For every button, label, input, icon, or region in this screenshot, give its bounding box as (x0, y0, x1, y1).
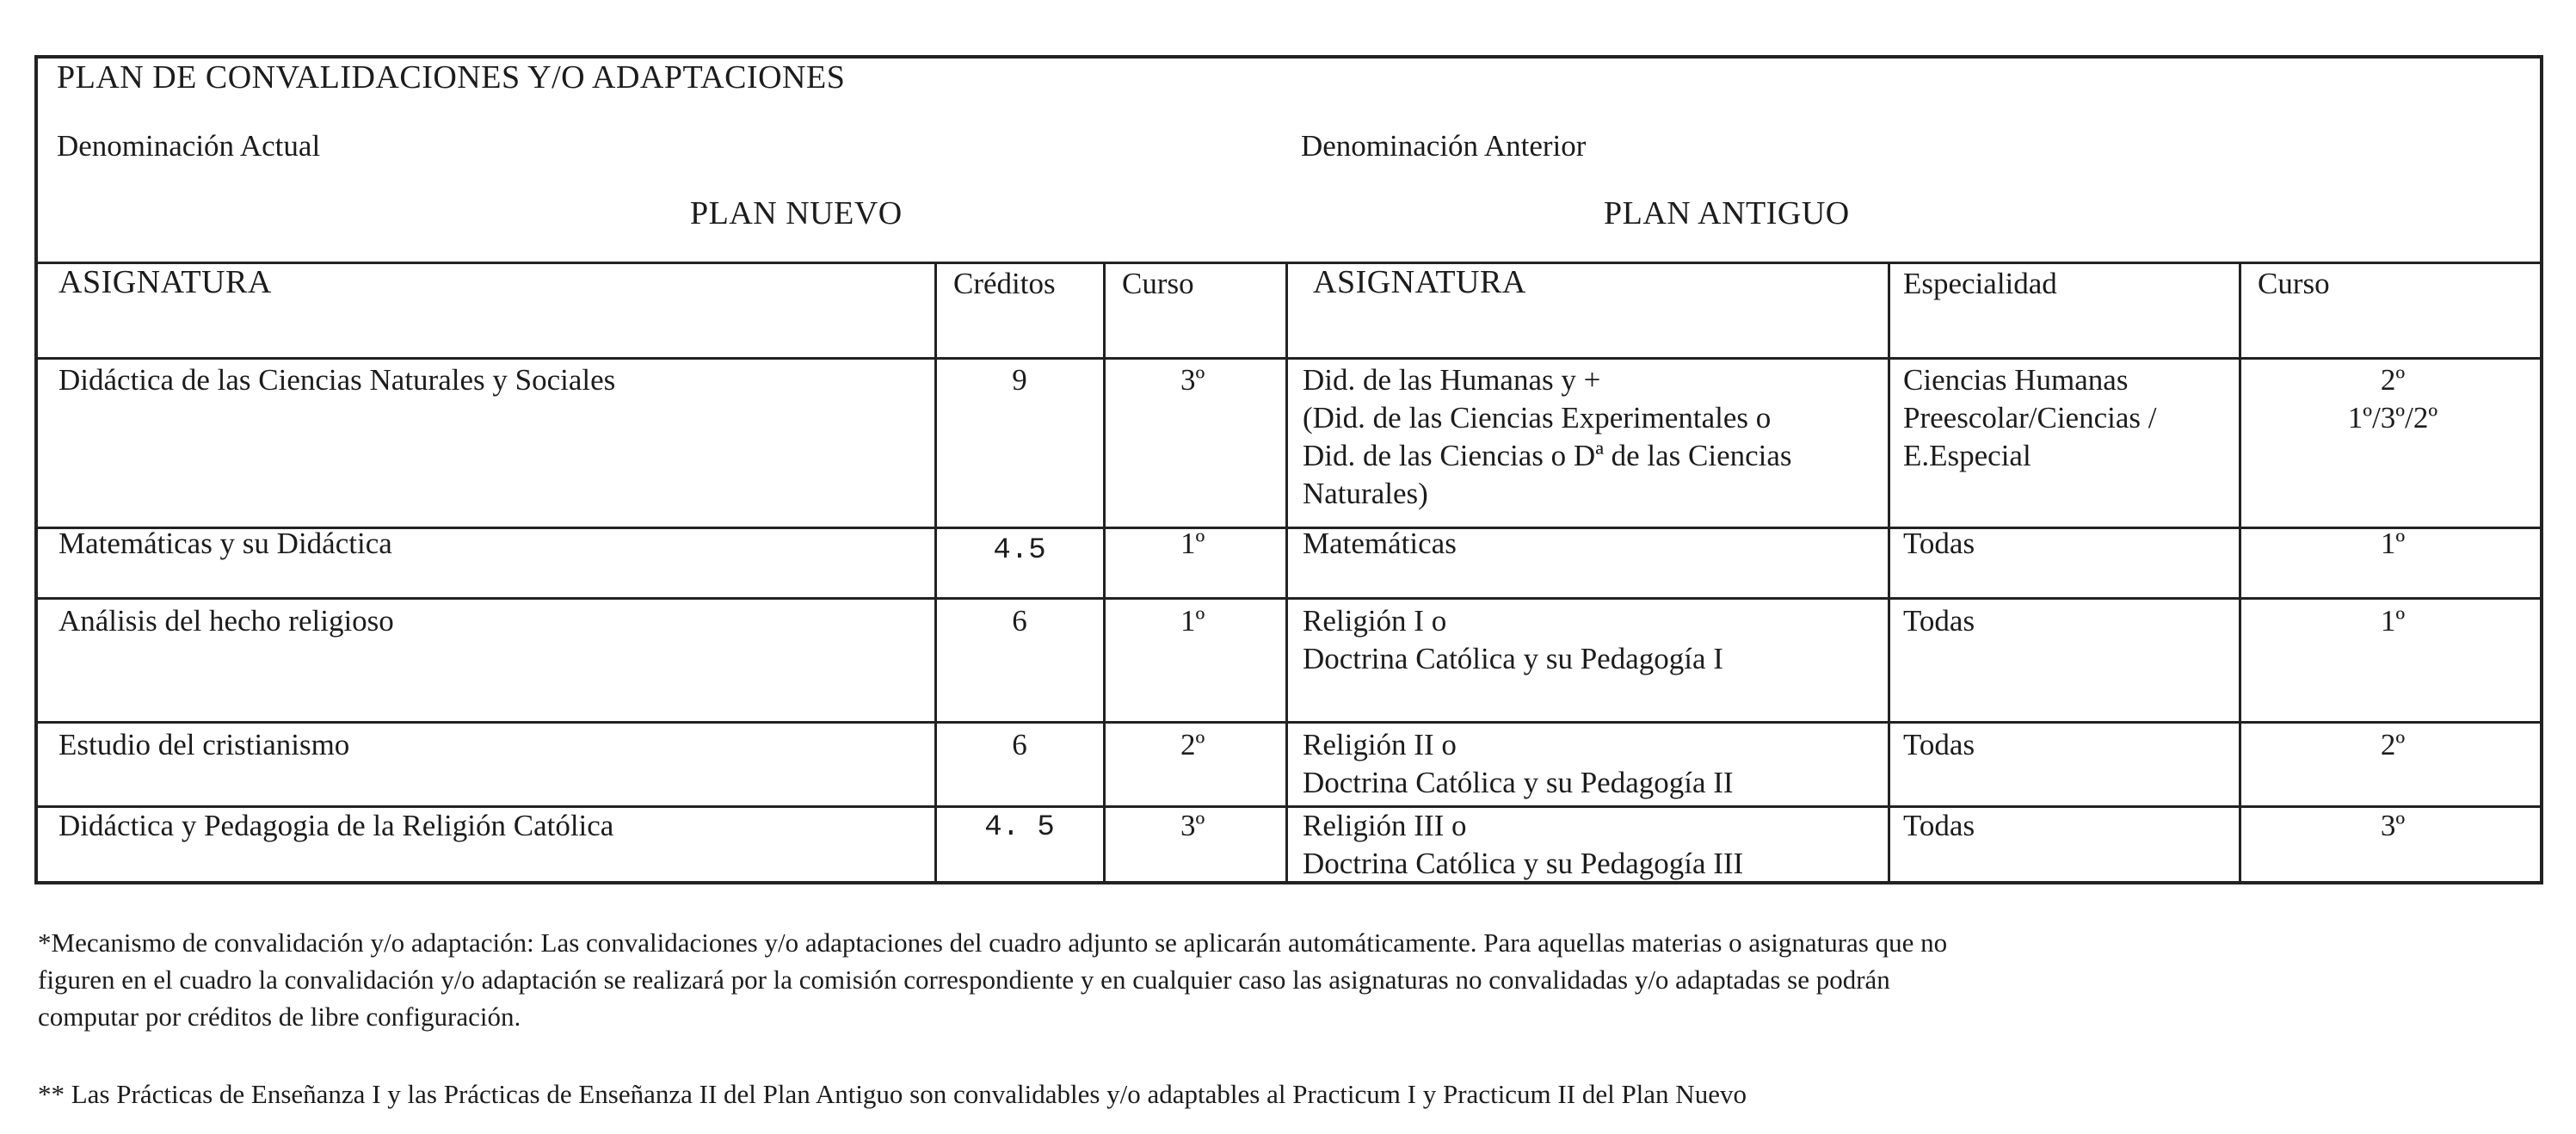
table-cell-curso-nuevo: 1º (1180, 527, 1205, 560)
footnote-mechanism-line-2: figuren en el cuadro la convalidación y/o adaptación se realizará por la comisión correspondiente y en cualquier caso las asignaturas no convalidadas y/o adaptadas se podrán (38, 965, 1890, 995)
table-cell-especialidad: Todas (1903, 728, 1975, 761)
table-cell-asignatura-antigua: Religión II o Doctrina Católica y su Pedagogía II (1303, 728, 1734, 799)
table-cell-creditos: 4. 5 (984, 811, 1055, 844)
table-cell-curso-nuevo: 3º (1180, 809, 1205, 842)
table-cell-curso-antiguo: 1º (2380, 527, 2406, 560)
column-divider (934, 262, 937, 881)
header-divider (38, 262, 2540, 264)
column-divider (1285, 262, 1288, 881)
column-header-curso-nuevo: Curso (1122, 267, 1194, 300)
column-header-divider (38, 357, 2540, 360)
table-cell-asignatura-antigua: Religión III o Doctrina Católica y su Pedagogía III (1303, 809, 1744, 880)
table-cell-especialidad: Todas (1903, 809, 1975, 842)
column-divider (2239, 262, 2241, 881)
column-header-creditos: Créditos (953, 267, 1056, 300)
table-cell-curso-nuevo: 2º (1180, 728, 1205, 761)
column-header-curso-antiguo: Curso (2258, 267, 2330, 300)
footnote-mechanism-line-1: *Mecanismo de convalidación y/o adaptación: Las convalidaciones y/o adaptaciones del cuadro adjunto se aplicarán automáticamente. Para aquellas materias o asignaturas que no (38, 928, 1948, 958)
table-cell-asignatura-nueva: Análisis del hecho religioso (59, 604, 394, 638)
table-cell-asignatura-antigua: Did. de las Humanas y + (Did. de las Ciencias Experimentales o Did. de las Ciencias o Dª de las Ciencias Naturales) (1303, 363, 1792, 510)
footnote-mechanism-line-3: computar por créditos de libre configuración. (38, 1001, 521, 1032)
table-cell-asignatura-nueva: Matemáticas y su Didáctica (59, 527, 392, 560)
column-header-asignatura-nueva: ASIGNATURA (59, 264, 272, 300)
table-cell-curso-antiguo: 2º 1º/3º/2º (2347, 363, 2438, 434)
row-divider (38, 721, 2540, 724)
column-header-especialidad: Especialidad (1903, 267, 2057, 300)
table-cell-creditos: 9 (1012, 363, 1027, 397)
table-cell-curso-nuevo: 3º (1180, 363, 1205, 397)
footnote-practicas: ** Las Prácticas de Enseñanza I y las Prácticas de Enseñanza II del Plan Antiguo son convalidables y/o adaptables al Practicum I y Practicum II del Plan Nuevo (38, 1079, 1747, 1109)
table-cell-especialidad: Todas (1903, 604, 1975, 638)
convalidation-table (34, 55, 2543, 884)
column-header-asignatura-antigua: ASIGNATURA (1313, 264, 1526, 300)
table-cell-curso-antiguo: 2º (2380, 728, 2406, 761)
table-cell-creditos: 6 (1012, 728, 1027, 761)
table-cell-creditos: 6 (1012, 604, 1027, 638)
table-cell-asignatura-nueva: Didáctica de las Ciencias Naturales y Sociales (59, 363, 616, 397)
plan-antiguo-heading: PLAN ANTIGUO (1604, 195, 1850, 231)
table-cell-curso-nuevo: 1º (1180, 604, 1205, 638)
column-divider (1888, 262, 1890, 881)
table-title: PLAN DE CONVALIDACIONES Y/O ADAPTACIONES (57, 59, 846, 96)
denominacion-anterior-label: Denominación Anterior (1301, 129, 1587, 163)
row-divider (38, 597, 2540, 600)
row-divider (38, 527, 2540, 529)
table-cell-asignatura-nueva: Didáctica y Pedagogia de la Religión Católica (59, 809, 614, 842)
table-cell-especialidad: Ciencias Humanas Preescolar/Ciencias / E.Especial (1903, 363, 2157, 472)
table-cell-creditos: 4.5 (993, 534, 1046, 567)
table-cell-asignatura-nueva: Estudio del cristianismo (59, 728, 350, 761)
table-cell-especialidad: Todas (1903, 527, 1975, 560)
plan-nuevo-heading: PLAN NUEVO (690, 195, 903, 231)
table-cell-asignatura-antigua: Religión I o Doctrina Católica y su Pedagogía I (1303, 604, 1723, 675)
column-divider (1103, 262, 1106, 881)
table-cell-curso-antiguo: 3º (2380, 809, 2406, 842)
table-cell-asignatura-antigua: Matemáticas (1303, 527, 1457, 560)
table-cell-curso-antiguo: 1º (2380, 604, 2406, 638)
denominacion-actual-label: Denominación Actual (57, 129, 321, 163)
